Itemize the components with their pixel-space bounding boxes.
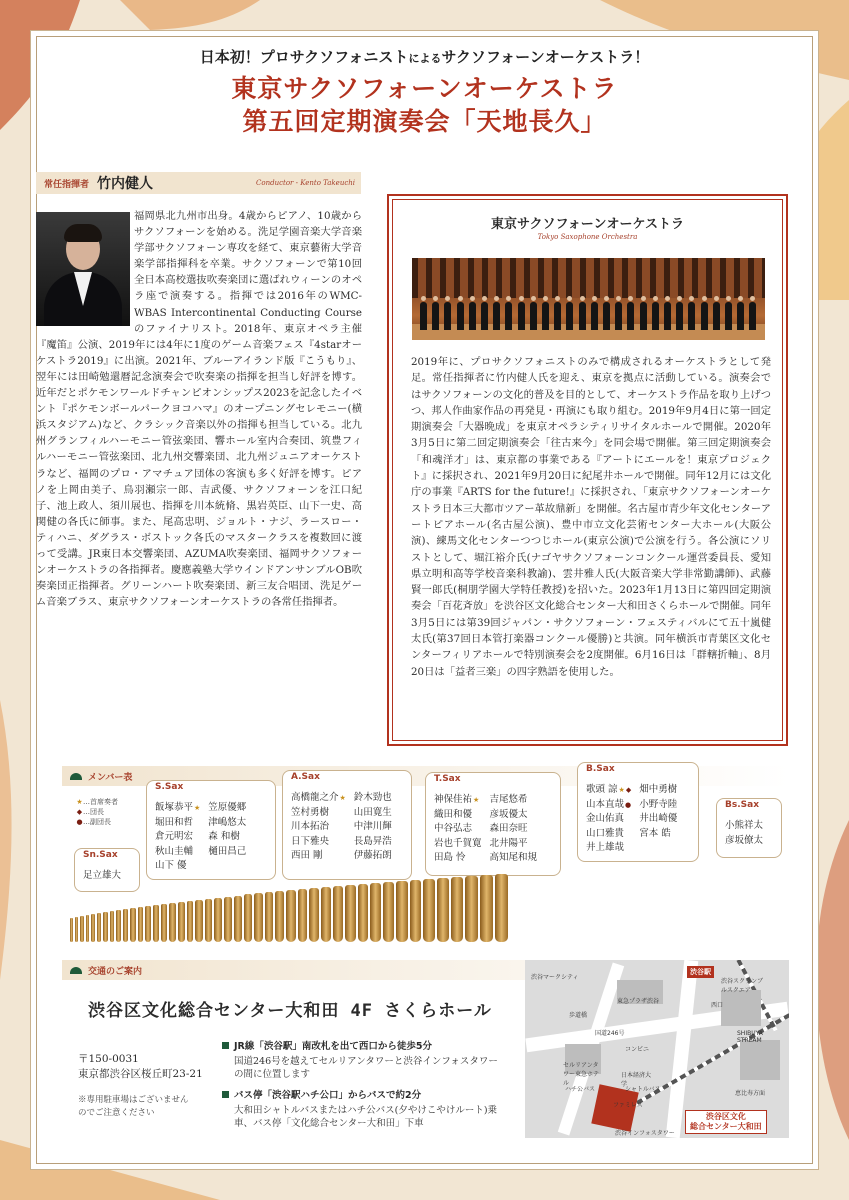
player-figure	[676, 302, 683, 330]
saxophone-icon	[178, 902, 185, 942]
saxophone-icon	[275, 891, 284, 942]
hat-icon	[70, 773, 82, 780]
player-figure	[505, 302, 512, 330]
saxophone-icon	[244, 894, 252, 942]
saxophone-icon	[80, 916, 83, 942]
saxophone-icon	[214, 898, 222, 942]
section-sopranino: Sn.Sax 足立雄大	[74, 848, 140, 892]
player-figure	[664, 302, 671, 330]
saxophone-icon	[309, 888, 319, 942]
section-tenor: T.Sax 神保佳祐★ 織田和優 中谷弘志 岩也千賀寛 田島 怜 吉尾悠希 彦坂優太 森田奈旺 北井陽平 高知尾和規	[425, 772, 561, 876]
player-figure	[481, 302, 488, 330]
saxophone-icon	[423, 879, 435, 942]
saxophone-icon	[103, 912, 107, 942]
conductor-header	[36, 172, 361, 194]
saxophone-icon	[110, 911, 115, 942]
conductor-name: 竹内健人	[97, 176, 154, 192]
saxophone-icon	[321, 887, 331, 942]
hat-icon	[70, 967, 82, 974]
player-figure	[432, 302, 439, 330]
access-heading: 交通のご案内	[62, 960, 789, 980]
saxophone-icon	[91, 914, 95, 942]
player-figure	[627, 302, 634, 330]
parking-note: ※専用駐車場はございません のでご注意ください	[78, 1095, 189, 1118]
route-train-desc: 国道246号を越えてセルリアンタワーと渋谷インフォスタワーの間に位置します	[234, 1056, 498, 1080]
player-figure	[420, 302, 427, 330]
player-figure	[615, 302, 622, 330]
section-bass: Bs.Sax 小熊祥太 彦坂僚太	[716, 798, 782, 858]
player-figure	[542, 302, 549, 330]
saxophone-icon	[123, 909, 128, 942]
title-line1: 東京サクソフォーンオーケストラ	[231, 74, 618, 103]
saxophone-icon	[437, 878, 449, 942]
saxophone-icon	[265, 892, 274, 942]
player-figure	[737, 302, 744, 330]
player-figure	[725, 302, 732, 330]
orchestra-description: 2019年に、プロサクソフォニストのみで構成されるオーケストラとして発足。常任指揮者に竹内健人氏を迎え、東京を拠点に活動している。演奏会ではサクソフォーンの文化的普及を目的として、オーケストラ作品を取り上げつつ、邦人作曲家作品の再発見・再演にも取り組む。2019年9月4日に第一回定期演奏会「大器晩成」を東京オペラシティリサイタルホールで開催。2020年3月5日に第二回定期演奏会「往古来今」を同会場で開催。第三回定期演奏会「和魂洋才」は、東京都の事業である『アートにエールを！東京プロジェクト』に採択され、2021年9月20日に紀尾井ホールで開催。同年12月には文化庁の事業『ARTS for the future!』に採択され、「東京サクソフォーンオーケストラ日本三大都市ツアー革故鼎新」を開催。名古屋市青少年文化センターアートピアホール(名古屋公演)、豊中市立文化芸術センター大ホール(大阪公演)、練馬文化センターつつじホール(東京公演)で公演を行う。各公演にソリストとして、堀江裕介氏(ナゴヤサクソフォーンコンクール運営委員長、愛知県立明和高等学校音楽科教諭)、雲井雅人氏(大阪音楽大学非常勤講師)、武藤賢一郎氏(桐朋学園大学特任教授)を招いた。2023年1月13日に第四回定期演奏会「百花斉放」を渋谷区文化総合センター大和田さくらホールで開催。同年3月5日には第39回ジャパン・サクソフォーン・フェスティバルにて五十嵐健太氏(第37回日本管打楽器コンクール優勝)と共演。同年横浜市青葉区文化センターフィリアホールで特別演奏会を2度開催。6月16日は「群轄折軸」、8月20日は「益者三楽」の四字熟語を使用した。	[411, 356, 771, 678]
tagline: 日本初！プロサクソフォニストによるサクソフォーンオーケストラ！	[199, 48, 650, 66]
section-soprano: S.Sax 飯塚恭平★ 堀田和哲 倉元明宏 秋山圭輔 山下 優 笠原優郷 津嶋悠太 森 和樹 樋田昌己	[146, 780, 276, 880]
saxophone-icon	[396, 881, 407, 942]
saxophone-icon	[358, 884, 369, 942]
orchestra-name: 東京サクソフォーンオーケストラ	[490, 217, 685, 232]
saxophone-icon	[97, 913, 101, 942]
saxophone-icon	[205, 899, 212, 942]
orchestra-photo	[412, 258, 765, 340]
saxophone-icon	[286, 890, 295, 942]
player-figure	[701, 302, 708, 330]
saxophone-icon	[383, 882, 394, 942]
section-baritone: B.Sax 歌頭 諒★◆ 山本直哉● 金山佑真 山口雅貴 井上雄哉 畑中勇樹 小野寺陸 井出崎優 宮本 皓	[577, 762, 699, 862]
saxophone-icon	[187, 901, 194, 942]
player-figure	[579, 302, 586, 330]
orchestra-name-en: Tokyo Saxophone Orchestra	[537, 233, 638, 241]
saxophone-icon	[116, 910, 121, 942]
saxophone-icon	[224, 897, 232, 942]
access-map: 渋谷駅 渋谷マークシティ 東急プラザ渋谷 歩道橋 国道246号 コンビニ セルリアンタワー東急ホテル 日本経済大学 ハチ公バス シャトルバス ファミレス 渋谷インフォスタワー SHIBUYA STREAM 渋谷スクランブルスクエア 西口 恵比寿方面 渋谷区文化 総合センター大和田	[525, 960, 789, 1138]
player-figure	[554, 302, 561, 330]
player-figure	[444, 302, 451, 330]
route-bus-desc: 大和田シャトルバスまたはハチ公バス(夕やけこやけルート)乗車、バス停「文化総合センター大和田」下車	[234, 1105, 498, 1129]
saxophone-icon	[86, 915, 90, 942]
player-figure	[603, 302, 610, 330]
saxophone-icon	[298, 889, 308, 942]
saxophone-icon	[161, 904, 167, 942]
player-figure	[530, 302, 537, 330]
saxophone-icon	[333, 886, 343, 942]
saxophone-icon	[254, 893, 263, 942]
title-line2: 第五回定期演奏会「天地長久」	[242, 107, 607, 136]
conductor-bio: 福岡県北九州市出身。4歳からピアノ、10歳からサクソフォーンを始める。洗足学園音楽大学音楽学部サクソフォーン専攻を経て、東京藝術大学音楽学部指揮科を卒業。サクソフォーンで第10回全日本高校選抜吹奏楽団に選ばれウィーンのオペラ座で演奏する。指揮では2016年のWMC-WBAS Intercontinental Conducting Courseのファイナリスト。2018年、東京オペラ主催『魔笛』公演、2019年には4年に1度のゲーム音楽フェス『4starオーケストラ2019』に出演。2021年、ブルーアイランド版『こうもり』、翌年には田崎勉還暦記念演奏会で吹奏楽の指揮を担当し好評を博す。近年だとポケモンワールドチャンピオンシップス2023を記念したイベント『ポケモンボールパークヨコハマ』のオープニングセレモニー(横浜スタジアム)など、クラシック音楽以外の指揮も担当している。北九州グランフィルハーモニー管弦楽団、響ホール室内合奏団、筑豊フィルハーモニー管弦楽団、北九州交響楽団、北九州ジュニアオーケストラなど、福岡のプロ・アマチュア団体の客演も多く好評を博す。ピアノを上岡由美子、鳥羽瀬宗一郎、吉武優、サクソフォーンを江口紀子、池上政人、須川展也、指揮を川本統脩、黒岩英臣、山下一史、高関健の各氏に師事。また、尾高忠明、ジョルト・ナジ、ラースロー・ティハニ、ダグラス・ボストック各氏のマスタークラスを複数回に渡って受講。JR東日本交響楽団、AZUMA吹奏楽団、福岡サクソフォーンオーケストラの各指揮者。慶應義塾大学ウインドアンサンブルOB吹奏楽団正指揮者。グリーンハート吹奏楽団、新三友合唱団、洗足ゲーム音楽ブラス、東京サクソフォーンオーケストラの各常任指揮者。	[36, 210, 362, 609]
player-figure	[713, 302, 720, 330]
saxophone-icon	[138, 907, 144, 942]
saxophone-icon	[410, 880, 422, 942]
saxophone-icon	[75, 917, 78, 942]
saxophone-icon	[465, 876, 478, 942]
conductor-name-en: Conductor - Kento Takeuchi	[256, 179, 355, 187]
section-alto: A.Sax 高橋龍之介★ 笠村勇樹 川本拓治 日下雅央 西田 剛 鈴木勁也 山田寛生 中津川輝 長島昇浩 伊藤拓朗	[282, 770, 412, 880]
saxophone-icon	[370, 883, 381, 942]
saxophone-icon	[195, 900, 202, 942]
venue-name: 渋谷区文化総合センター大和田 4F さくらホール	[88, 1001, 492, 1021]
station-label: 渋谷駅	[687, 966, 714, 978]
player-figure	[640, 302, 647, 330]
player-figure	[652, 302, 659, 330]
saxophone-icon	[145, 906, 151, 942]
saxophone-illustration	[70, 872, 782, 942]
saxophone-icon	[480, 875, 493, 942]
members-heading: メンバー表	[62, 766, 789, 786]
saxophone-icon	[70, 918, 73, 942]
saxophone-icon	[495, 874, 508, 942]
saxophone-icon	[451, 877, 463, 942]
saxophone-icon	[169, 903, 175, 942]
player-figure	[566, 302, 573, 330]
player-figure	[749, 302, 756, 330]
saxophone-icon	[234, 896, 242, 943]
player-figure	[493, 302, 500, 330]
conductor-photo	[36, 212, 130, 326]
player-figure	[518, 302, 525, 330]
concert-title	[0, 72, 849, 138]
route-bus-title: バス停「渋谷駅ハチ公口」からバスで約2分	[222, 1089, 507, 1102]
saxophone-icon	[345, 885, 355, 942]
player-figure	[457, 302, 464, 330]
venue-address: 〒150-0031 東京都渋谷区桜丘町23-21	[78, 1053, 203, 1080]
saxophone-icon	[130, 908, 135, 942]
members-legend: ★…首席奏者 ◆…団長 ●…副団長	[76, 798, 118, 826]
saxophone-icon	[153, 905, 159, 942]
player-figure	[688, 302, 695, 330]
route-info	[222, 1040, 507, 1138]
route-train-title: JR線「渋谷駅」南改札を出て西口から徒歩5分	[222, 1040, 507, 1053]
destination-label: 渋谷区文化 総合センター大和田	[685, 1110, 767, 1134]
player-figure	[469, 302, 476, 330]
player-figure	[591, 302, 598, 330]
orchestra-box	[387, 194, 788, 746]
conductor-role: 常任指揮者	[44, 179, 90, 190]
